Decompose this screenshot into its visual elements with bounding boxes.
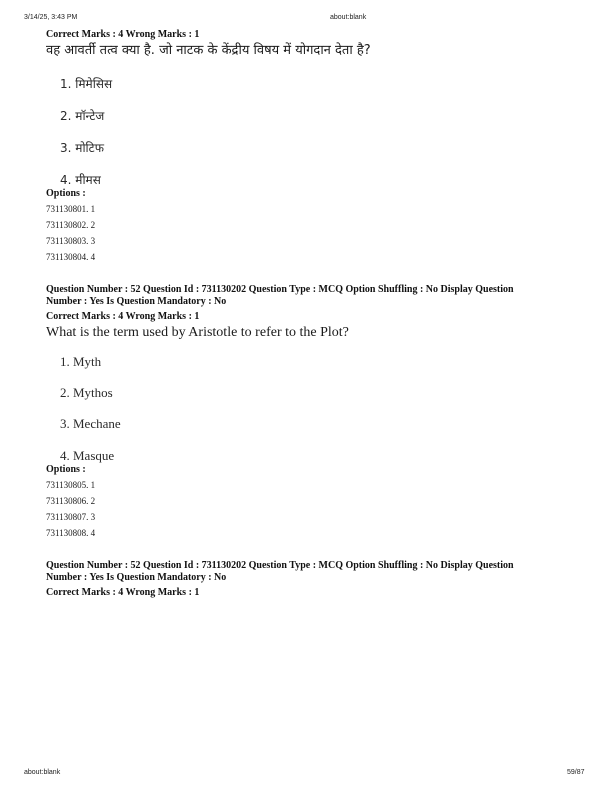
question-block-english	[46, 284, 586, 541]
marks-line: Correct Marks : 4 Wrong Marks : 1	[46, 311, 200, 322]
question-meta-line-2: Number : Yes Is Question Mandatory : No	[46, 296, 227, 307]
options-label: Options :	[46, 188, 86, 199]
option-code: 731130805. 1	[46, 480, 96, 490]
option-2: 2. Mythos	[60, 385, 113, 400]
page-number: 59/87	[567, 769, 585, 776]
option-2: 2. मॉन्टेज	[60, 109, 105, 123]
question-block-hindi	[46, 29, 586, 265]
question-block-next	[46, 560, 586, 599]
option-codes	[46, 477, 586, 541]
option-code: 731130802. 2	[46, 220, 96, 230]
option-code: 731130801. 1	[46, 204, 96, 214]
option-1: 1. Myth	[60, 354, 102, 369]
option-code: 731130803. 3	[46, 236, 96, 246]
option-codes	[46, 201, 586, 265]
option-3: 3. Mechane	[60, 416, 121, 431]
option-code: 731130806. 2	[46, 496, 96, 506]
option-1: 1. मिमेसिस	[60, 77, 113, 91]
option-code: 731130804. 4	[46, 252, 96, 262]
footer-url: about:blank	[24, 769, 61, 776]
option-3: 3. मोटिफ	[60, 141, 104, 155]
marks-line: Correct Marks : 4 Wrong Marks : 1	[46, 587, 200, 598]
question-text: What is the term used by Aristotle to refer to the Plot?	[46, 325, 349, 340]
option-4: 4. मीमस	[60, 173, 101, 187]
option-code: 731130808. 4	[46, 528, 96, 538]
print-datetime: 3/14/25, 3:43 PM	[24, 14, 78, 21]
option-code: 731130807. 3	[46, 512, 96, 522]
print-url: about:blank	[330, 14, 367, 21]
question-text: वह आवर्ती तत्व क्या है. जो नाटक के केंद्रीय विषय में योगदान देता है?	[46, 43, 371, 58]
options-label: Options :	[46, 464, 86, 475]
page-content	[46, 29, 586, 599]
marks-line: Correct Marks : 4 Wrong Marks : 1	[46, 29, 200, 40]
question-meta-line-1: Question Number : 52 Question Id : 731130202 Question Type : MCQ Option Shuffling : No Display Question	[46, 560, 514, 571]
option-4: 4. Masque	[60, 448, 115, 463]
question-meta-line-1: Question Number : 52 Question Id : 731130202 Question Type : MCQ Option Shuffling : No Display Question	[46, 284, 514, 295]
question-meta-line-2: Number : Yes Is Question Mandatory : No	[46, 572, 227, 583]
